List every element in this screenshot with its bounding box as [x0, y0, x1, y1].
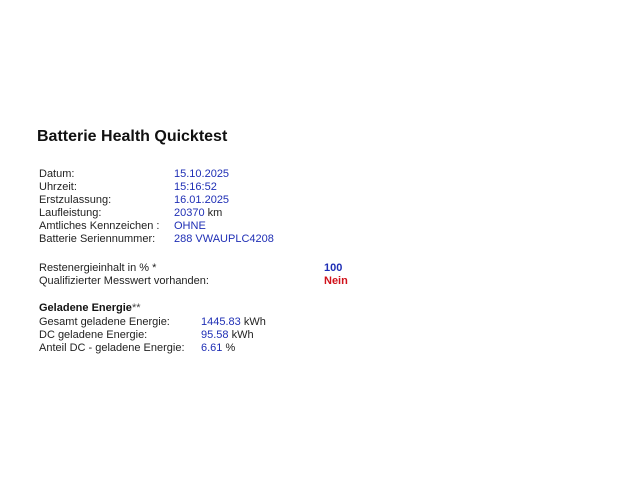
- info-label: Erstzulassung:: [39, 194, 112, 206]
- restenergie-label: Restenergieinhalt in % *: [39, 262, 157, 274]
- info-label: Uhrzeit:: [39, 181, 77, 193]
- energy-unit: kWh: [231, 329, 254, 341]
- info-value: 15.10.2025: [174, 168, 230, 180]
- mileage-unit: km: [207, 207, 223, 219]
- energy-section-title-text: Geladene Energie: [39, 302, 132, 314]
- info-label: Laufleistung:: [39, 207, 102, 219]
- footnote-marker: **: [131, 302, 141, 314]
- info-value: 288 VWAUPLC4208: [174, 233, 274, 245]
- energy-number: 95.58: [201, 329, 229, 341]
- info-label: Datum:: [39, 168, 75, 180]
- mileage-value: 20370: [174, 207, 205, 219]
- energy-section-title: [39, 302, 141, 314]
- restenergie-value: 100: [324, 262, 343, 274]
- energy-value: [201, 342, 235, 355]
- page-title: Batterie Health Quicktest: [37, 128, 228, 145]
- energy-label: Anteil DC - geladene Energie:: [39, 342, 185, 354]
- info-value: 16.01.2025: [174, 194, 230, 206]
- info-value: OHNE: [174, 220, 206, 232]
- messwert-label: Qualifizierter Messwert vorhanden:: [39, 275, 209, 287]
- energy-number: 6.61: [201, 342, 223, 354]
- energy-value: [201, 329, 254, 342]
- messwert-value: Nein: [324, 275, 348, 287]
- energy-label: DC geladene Energie:: [39, 329, 148, 341]
- info-value: 15:16:52: [174, 181, 217, 193]
- energy-number: 1445.83: [201, 316, 241, 328]
- energy-value: [201, 316, 266, 329]
- info-label: Amtliches Kennzeichen :: [39, 220, 160, 232]
- info-label: Batterie Seriennummer:: [39, 233, 156, 245]
- info-value: [174, 207, 222, 220]
- energy-label: Gesamt geladene Energie:: [39, 316, 170, 328]
- energy-unit: kWh: [243, 316, 266, 328]
- energy-unit: %: [225, 342, 236, 354]
